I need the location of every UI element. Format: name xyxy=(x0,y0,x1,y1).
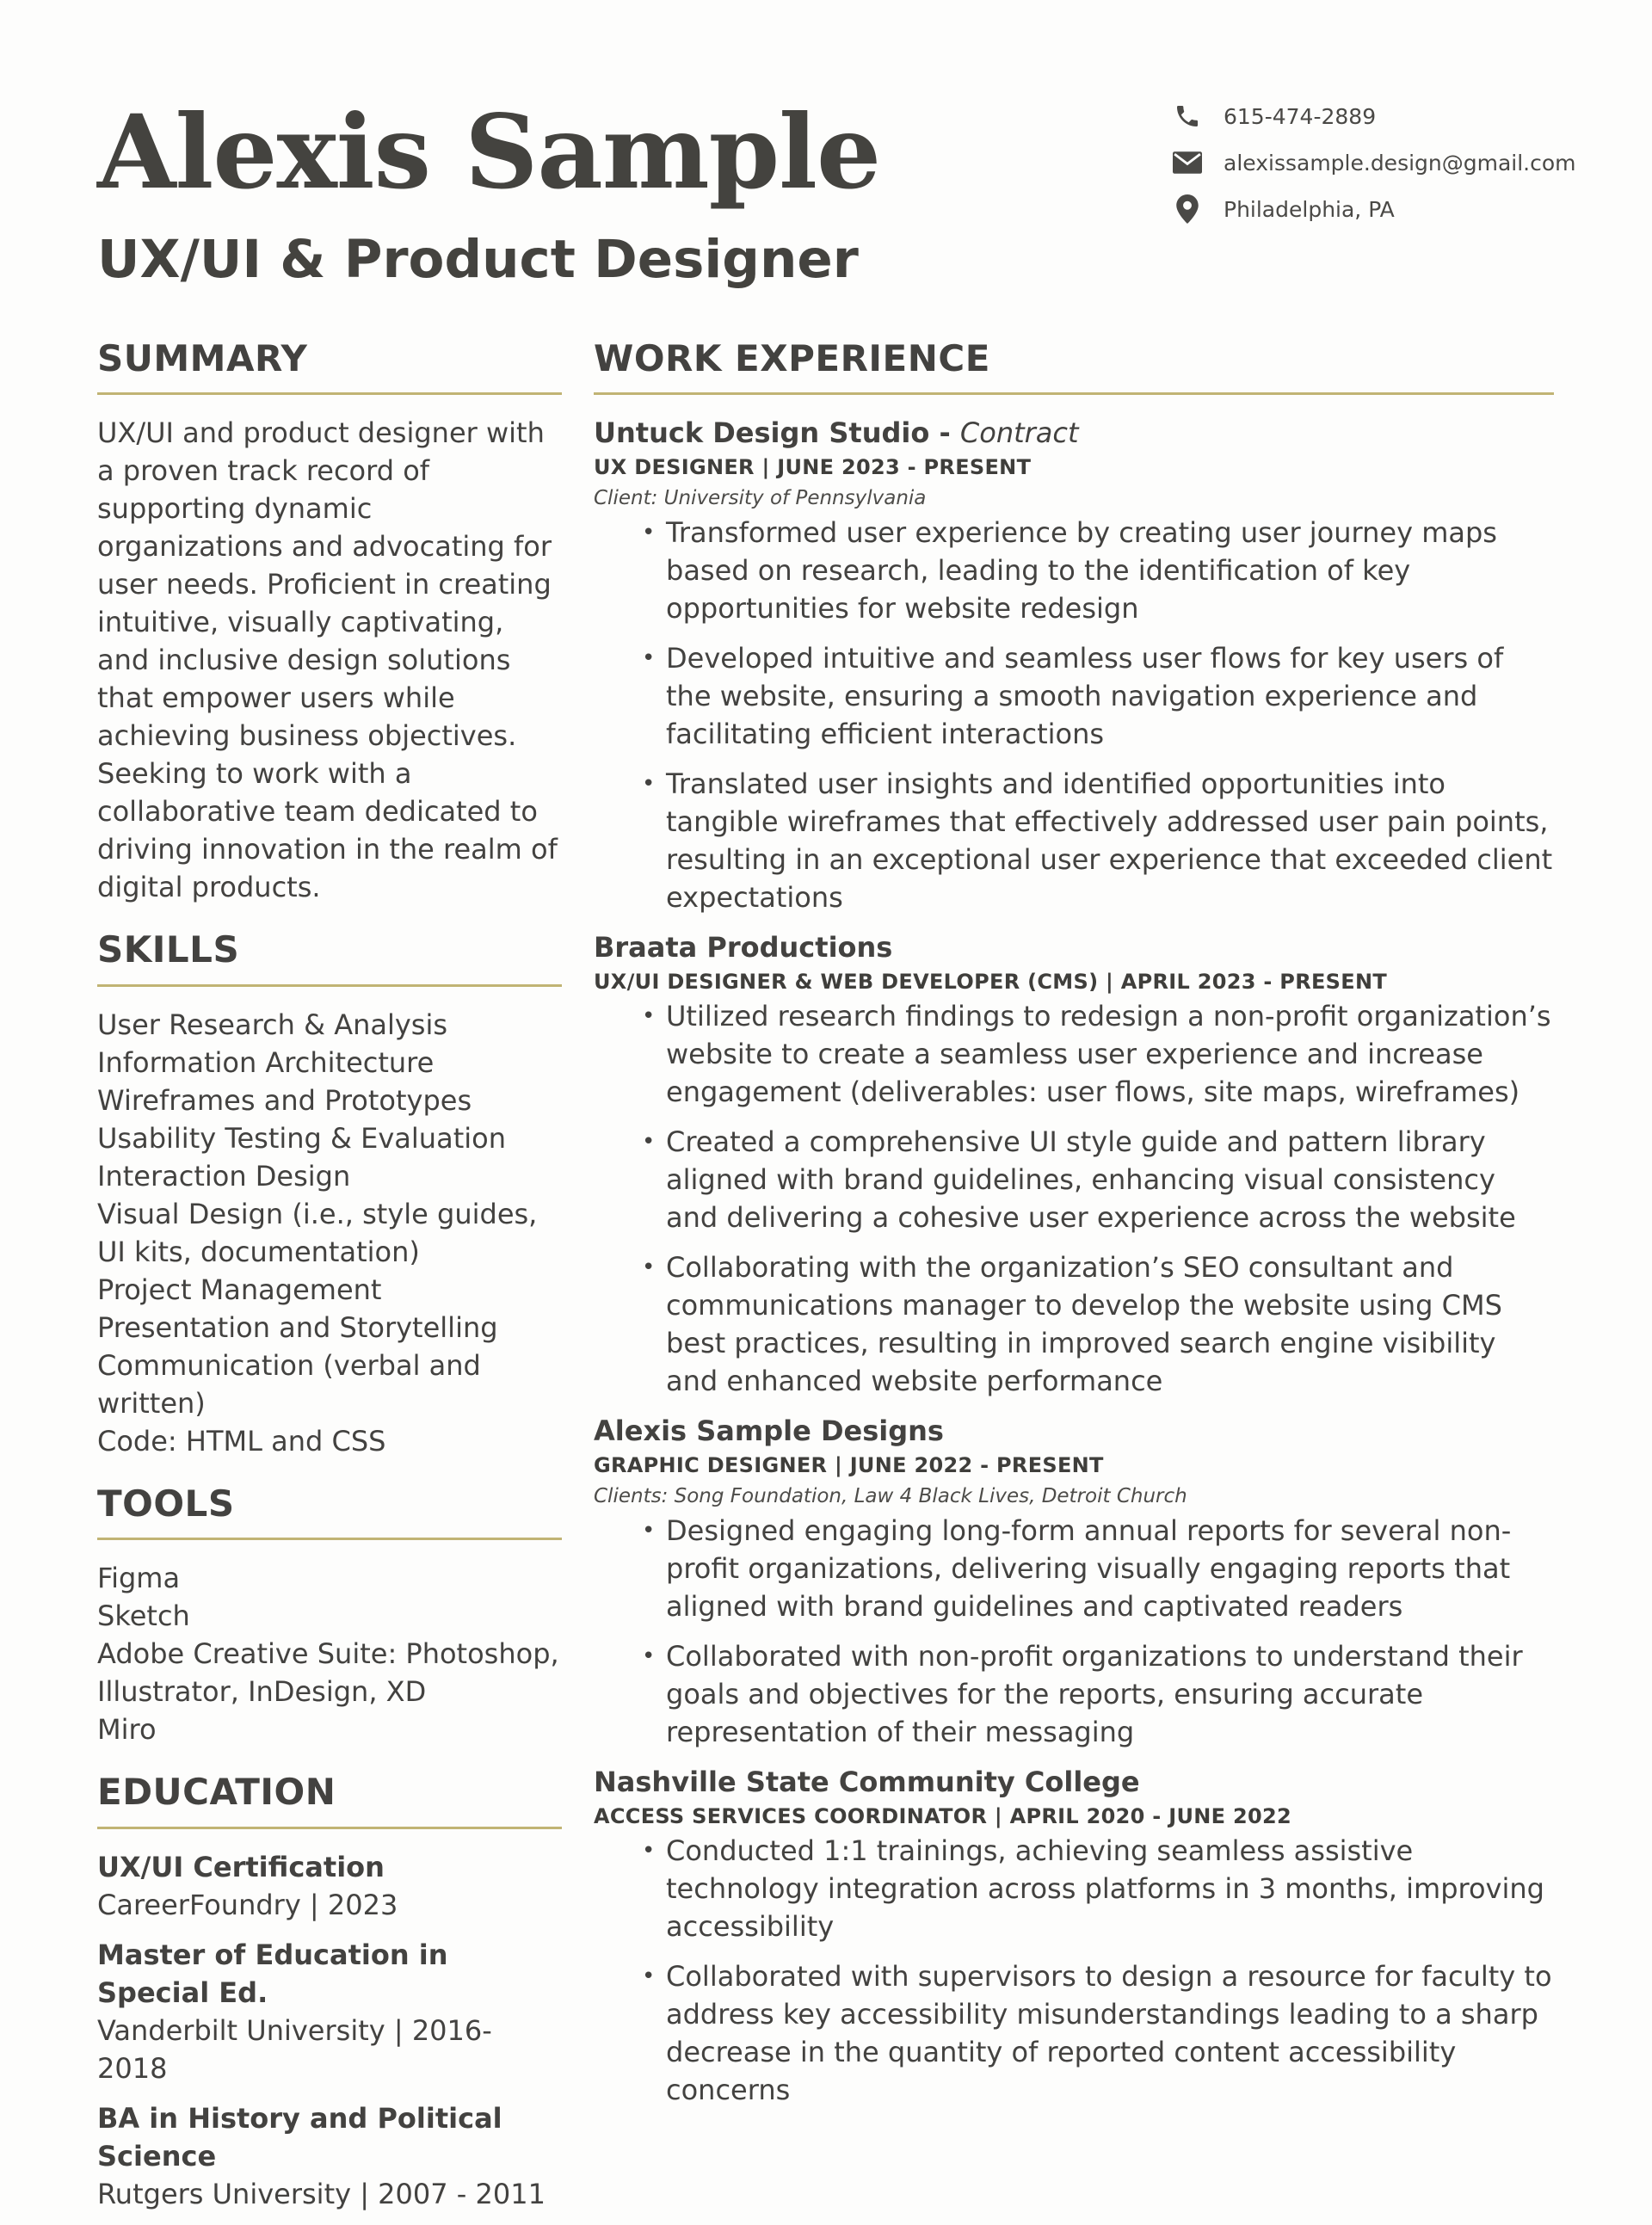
contact-email xyxy=(1170,139,1618,186)
list-item: • Developed intuitive and seamless user flows for key users of the website, ensuring a smooth navigation experience and facilitating efficient interactions xyxy=(594,639,1554,753)
job-entry xyxy=(594,1763,1554,2109)
contact-phone xyxy=(1170,93,1618,139)
list-item: • Utilized research findings to redesign a non-profit organization’s website to create a seamless user experience and increase engagement (deliverables: user flows, site maps, wireframes) xyxy=(594,997,1554,1111)
list-item: Figma xyxy=(97,1562,181,1595)
location-pin-icon xyxy=(1170,192,1205,226)
education-item xyxy=(97,1936,562,2087)
job-title-dates: UX/UI DESIGNER & WEB DEVELOPER (CMS) | APRIL 2023 - PRESENT xyxy=(594,970,1388,995)
degree: Master of Education in Special Ed. xyxy=(97,1938,448,2009)
skills-list xyxy=(97,1006,562,1460)
email-address[interactable]: alexissample.design@gmail.com xyxy=(1224,150,1576,176)
list-item: Usability Testing & Evaluation xyxy=(97,1121,506,1155)
job-title-dates: UX DESIGNER | JUNE 2023 - PRESENT xyxy=(594,455,1032,480)
job-entry xyxy=(594,414,1554,916)
list-item: • Collaborated with non-profit organizations to understand their goals and objectives for the reports, ensuring accurate representation of their messaging xyxy=(594,1637,1554,1751)
list-item: • Collaborating with the organization’s SEO consultant and communications manager to develop the website using CMS best practices, resulting in improved search engine visibility and enhanced website performance xyxy=(594,1248,1554,1400)
school: Vanderbilt University | 2016-2018 xyxy=(97,2013,492,2085)
list-item: Sketch xyxy=(97,1599,190,1633)
list-item: Information Architecture xyxy=(97,1045,435,1079)
list-item: Project Management xyxy=(97,1273,382,1306)
education-section xyxy=(97,1771,562,2212)
right-column xyxy=(594,337,1554,2121)
mail-icon xyxy=(1170,145,1205,180)
applicant-name: Alexis Sample xyxy=(97,92,881,212)
job-title-dates: GRAPHIC DESIGNER | JUNE 2022 - PRESENT xyxy=(594,1453,1104,1478)
degree: BA in History and Political Science xyxy=(97,2101,502,2173)
list-item: Code: HTML and CSS xyxy=(97,1424,386,1458)
applicant-role: UX/UI & Product Designer xyxy=(97,229,859,290)
company-name: Alexis Sample Designs xyxy=(594,1415,944,1448)
school: CareerFoundry | 2023 xyxy=(97,1888,398,1921)
list-item: Presentation and Storytelling xyxy=(97,1310,498,1344)
list-item: User Research & Analysis xyxy=(97,1008,448,1041)
job-title-dates: ACCESS SERVICES COORDINATOR | APRIL 2020 - JUNE 2022 xyxy=(594,1804,1291,1829)
degree: UX/UI Certification xyxy=(97,1850,385,1883)
list-item: • Collaborated with supervisors to design a resource for faculty to address key accessibility misunderstandings leading to a sharp decrease in the quantity of reported content accessibility concerns xyxy=(594,1957,1554,2109)
education-heading: EDUCATION xyxy=(97,1771,562,1828)
skills-section xyxy=(97,928,562,1459)
list-item: • Conducted 1:1 trainings, achieving seamless assistive technology integration across platforms in 3 months, improving accessibility xyxy=(594,1832,1554,1945)
company-name: Nashville State Community College xyxy=(594,1766,1140,1799)
job-client: Client: University of Pennsylvania xyxy=(594,487,927,510)
list-item: • Translated user insights and identified opportunities into tangible wireframes that effectively addressed user pain points, resulting in an exceptional user experience that exceeded client expectations xyxy=(594,765,1554,916)
phone-number[interactable]: 615-474-2889 xyxy=(1224,103,1377,129)
list-item: Interaction Design xyxy=(97,1159,351,1193)
job-entry xyxy=(594,928,1554,1400)
tools-section xyxy=(97,1482,562,1748)
summary-heading: SUMMARY xyxy=(97,337,562,395)
list-item: • Designed engaging long-form annual reports for several non-profit organizations, delivering visually engaging reports that aligned with brand guidelines and captivated readers xyxy=(594,1512,1554,1625)
job-client: Clients: Song Foundation, Law 4 Black Lives, Detroit Church xyxy=(594,1485,1187,1508)
experience-heading: WORK EXPERIENCE xyxy=(594,337,1554,395)
job-entry xyxy=(594,1412,1554,1751)
company-name: Braata Productions xyxy=(594,931,893,965)
skills-heading: SKILLS xyxy=(97,928,562,986)
employment-type: Contract xyxy=(959,416,1079,450)
list-item: • Created a comprehensive UI style guide and pattern library aligned with brand guidelines, enhancing visual consistency and delivering a cohesive user experience across the website xyxy=(594,1123,1554,1236)
list-item: Miro xyxy=(97,1713,157,1747)
job-bullets xyxy=(594,997,1554,1400)
summary-section xyxy=(97,337,562,906)
school: Rutgers University | 2007 - 2011 xyxy=(97,2177,546,2210)
left-column xyxy=(97,337,562,2225)
phone-icon xyxy=(1170,99,1205,133)
summary-text: UX/UI and product designer with a proven track record of supporting dynamic organizations and advocating for user needs. Proficient in creating intuitive, visually captivating, and inclusive design solutions that empower users while achieving business objectives. Seeking to work with a collaborative team dedicated to driving innovation in the realm of digital products. xyxy=(97,416,558,904)
contact-block xyxy=(1170,93,1618,232)
list-item: Communication (verbal and written) xyxy=(97,1348,481,1420)
location-text: Philadelphia, PA xyxy=(1224,196,1395,222)
tools-list xyxy=(97,1559,562,1748)
list-item: Adobe Creative Suite: Photoshop, Illustrator, InDesign, XD xyxy=(97,1637,559,1709)
job-bullets xyxy=(594,1832,1554,2109)
job-bullets xyxy=(594,514,1554,916)
list-item: Wireframes and Prototypes xyxy=(97,1083,472,1117)
job-company xyxy=(594,414,1554,452)
company-name: Untuck Design Studio xyxy=(594,416,930,450)
education-item xyxy=(97,1848,562,1924)
tools-heading: TOOLS xyxy=(97,1482,562,1540)
company-separator: - xyxy=(929,416,960,450)
list-item: Visual Design (i.e., style guides, UI kits, documentation) xyxy=(97,1197,538,1268)
contact-location xyxy=(1170,186,1618,232)
list-item: • Transformed user experience by creating user journey maps based on research, leading to the identification of key opportunities for website redesign xyxy=(594,514,1554,627)
education-item xyxy=(97,2099,562,2213)
job-bullets xyxy=(594,1512,1554,1751)
